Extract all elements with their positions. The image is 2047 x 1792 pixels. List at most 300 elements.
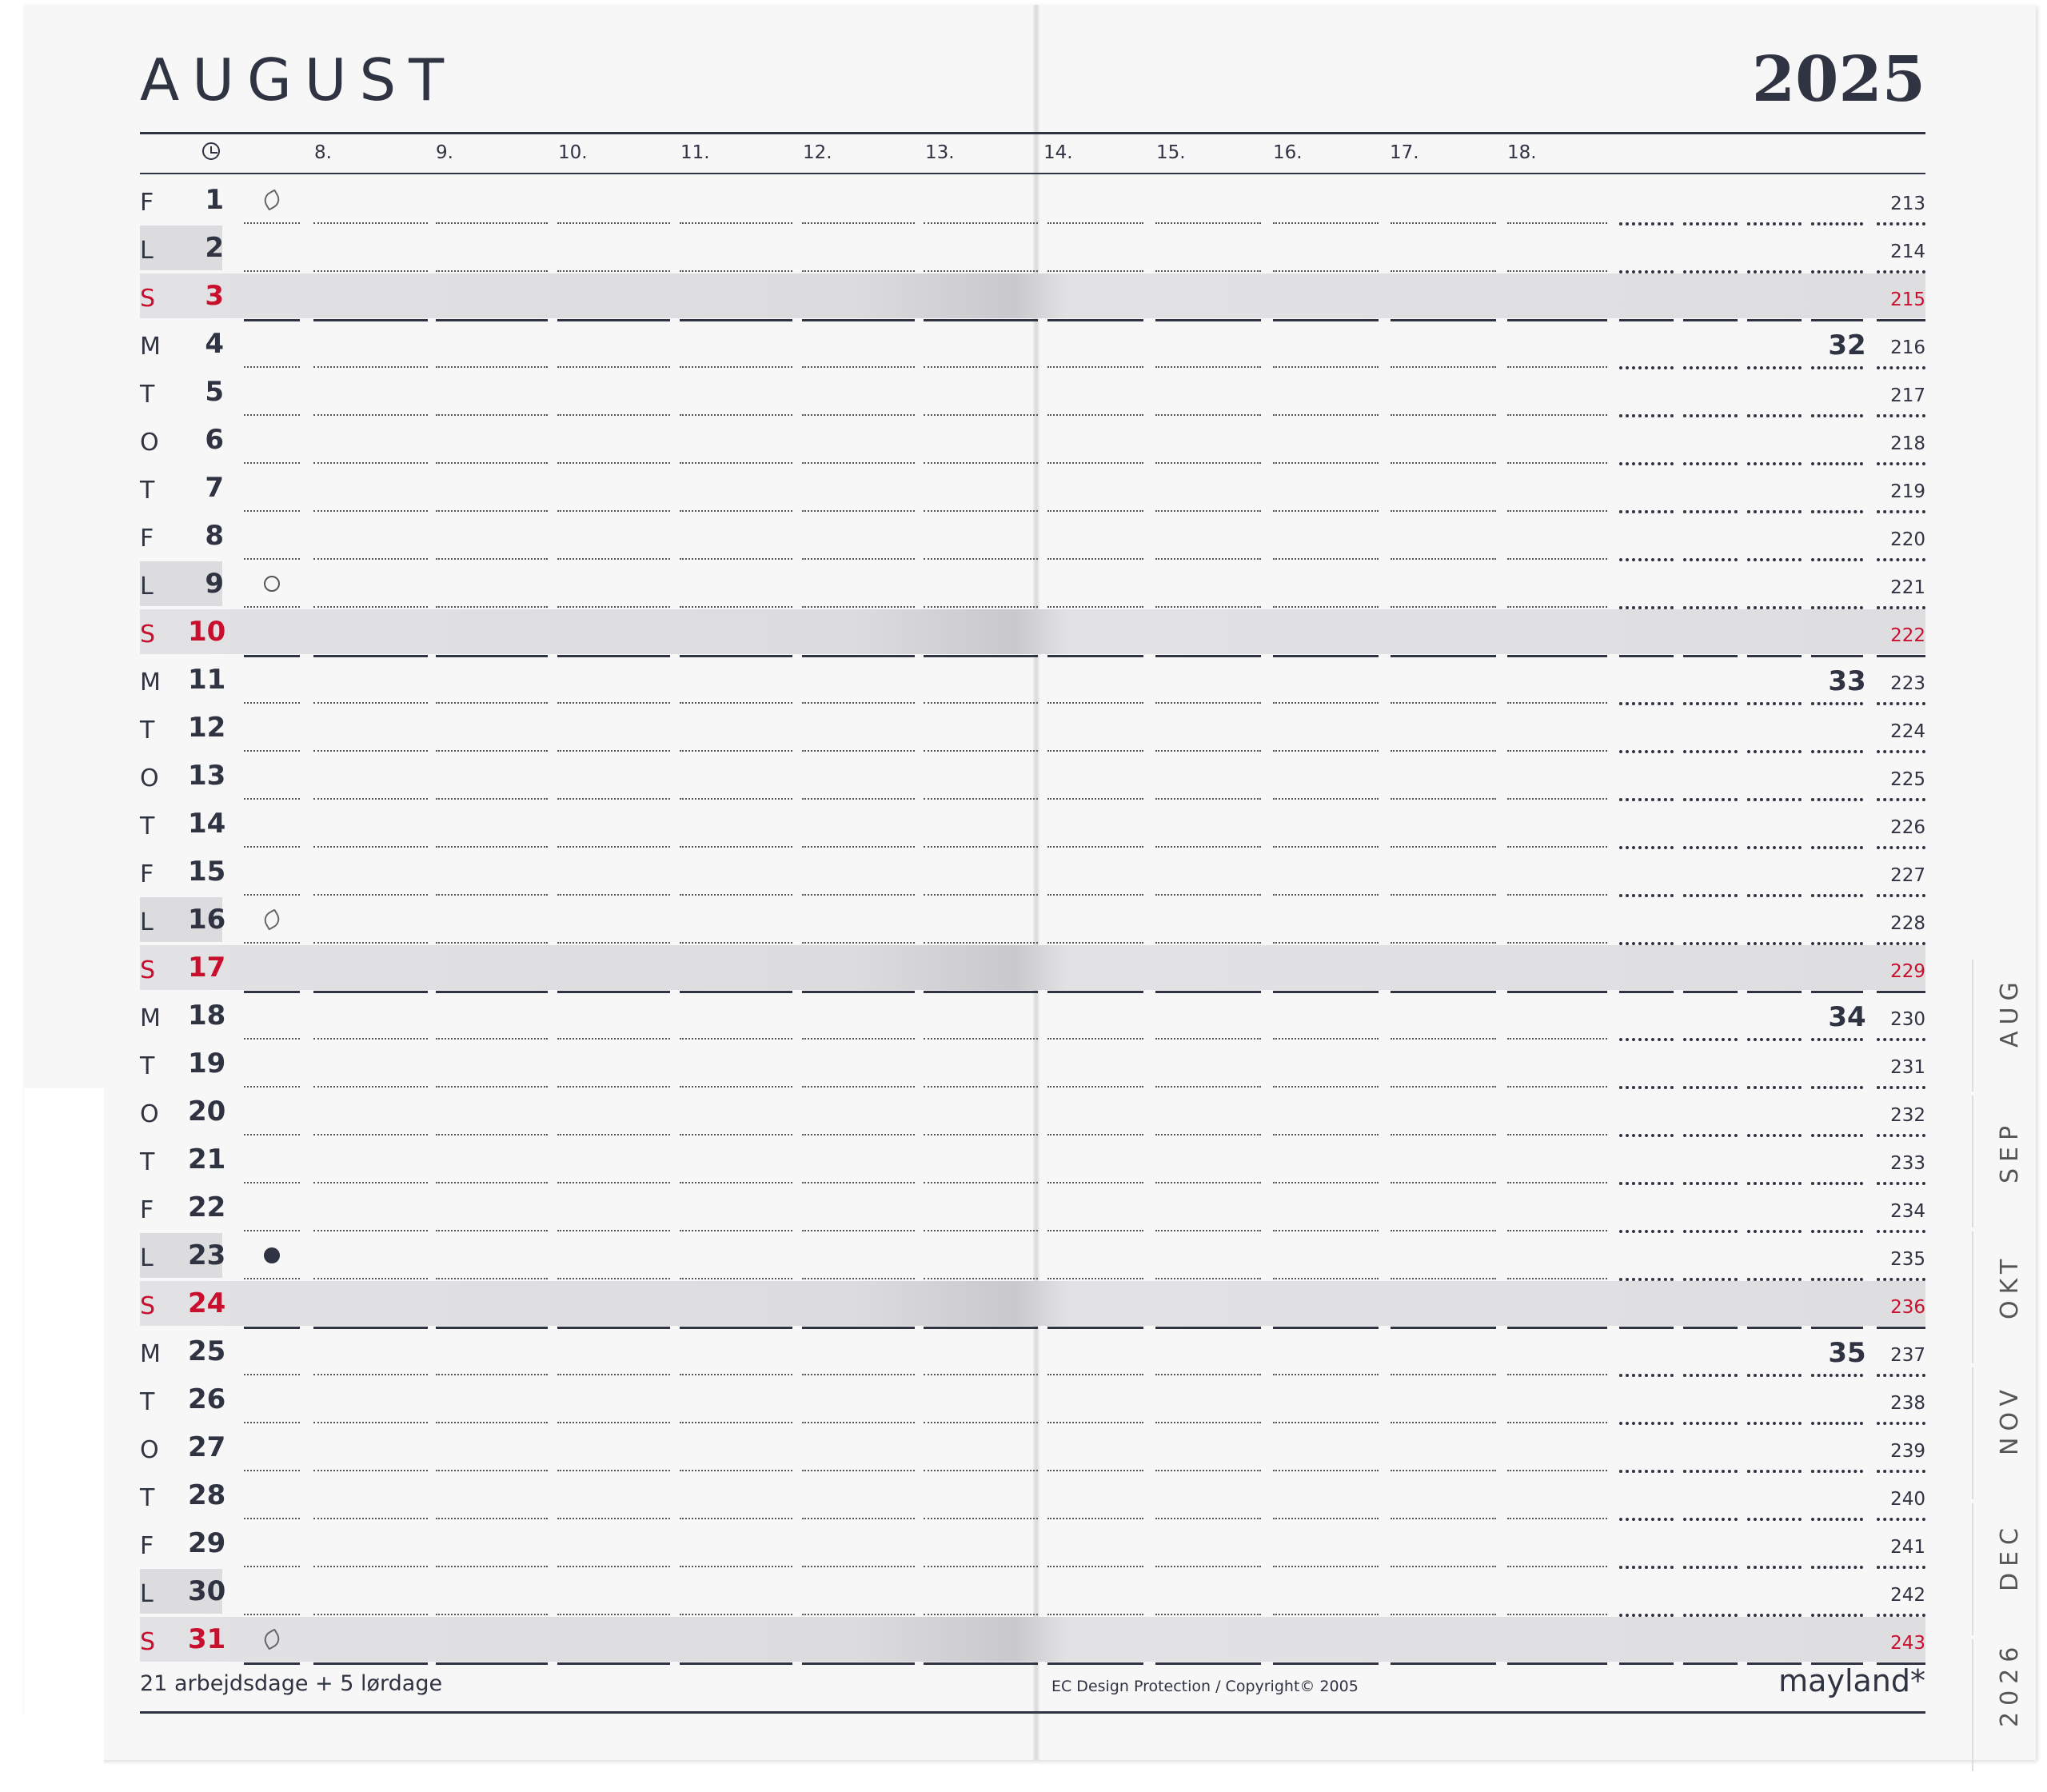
writing-line [436, 1566, 548, 1567]
writing-line [1391, 558, 1496, 560]
writing-line [924, 606, 1038, 608]
writing-line [1507, 1566, 1607, 1567]
writing-line [436, 510, 548, 512]
day-of-year: 226 [1890, 817, 1925, 838]
weekday-letter: T [140, 1148, 155, 1176]
day-row[interactable] [140, 1329, 1925, 1377]
writing-line [557, 846, 670, 848]
writing-line [1155, 1374, 1261, 1375]
weekday-letter: T [140, 716, 155, 744]
writing-line [680, 750, 792, 752]
writing-line [1391, 894, 1496, 896]
writing-line [680, 1422, 792, 1423]
writing-line [557, 702, 670, 704]
writing-line [1273, 1422, 1379, 1423]
day-number: 3 [205, 280, 224, 312]
writing-line [244, 1182, 300, 1183]
writing-line [557, 1470, 670, 1471]
writing-line [1047, 366, 1143, 368]
day-number: 4 [205, 328, 224, 360]
hour-header [0, 142, 2047, 166]
day-row[interactable] [140, 465, 1925, 513]
day-number: 14 [188, 808, 226, 840]
month-tab[interactable] [1972, 1367, 2047, 1499]
writing-line [802, 1518, 915, 1519]
writing-line [1047, 846, 1143, 848]
writing-line [1155, 1662, 1261, 1665]
writing-line [436, 1134, 548, 1135]
writing-line [244, 1086, 300, 1088]
writing-line [1047, 606, 1143, 608]
weekday-letter: T [140, 477, 155, 505]
writing-line [1273, 1038, 1379, 1040]
writing-line [1273, 750, 1379, 752]
writing-line [436, 750, 548, 752]
writing-line [244, 1662, 300, 1665]
writing-line [244, 750, 300, 752]
writing-line [244, 1614, 300, 1615]
writing-line [1273, 1518, 1379, 1519]
writing-line [313, 942, 428, 944]
writing-line [1273, 462, 1379, 464]
writing-line [1391, 750, 1496, 752]
writing-line [1155, 1230, 1261, 1231]
writing-line [244, 558, 300, 560]
writing-line [436, 1086, 548, 1088]
writing-line [802, 1086, 915, 1088]
writing-line [1391, 1566, 1496, 1567]
writing-line [924, 1278, 1038, 1279]
writing-line [244, 1566, 300, 1567]
day-of-year: 242 [1890, 1585, 1925, 1606]
day-row[interactable] [140, 321, 1925, 369]
writing-line [1047, 1086, 1143, 1088]
writing-line [1155, 942, 1261, 944]
writing-line [1273, 1086, 1379, 1088]
writing-line [924, 798, 1038, 800]
day-of-year: 239 [1890, 1441, 1925, 1462]
writing-line [1391, 846, 1496, 848]
writing-line [436, 1614, 548, 1615]
day-row[interactable] [140, 801, 1925, 849]
writing-line [680, 1182, 792, 1183]
writing-line [313, 846, 428, 848]
writing-line [680, 1518, 792, 1519]
writing-line [1391, 1518, 1496, 1519]
writing-line [680, 1038, 792, 1040]
day-row[interactable] [140, 178, 1925, 225]
hour-label: 11. [680, 142, 710, 163]
day-of-year: 235 [1890, 1249, 1925, 1270]
writing-line [557, 894, 670, 896]
day-of-year: 236 [1890, 1297, 1925, 1318]
day-of-year: 215 [1890, 289, 1925, 310]
writing-line [436, 1662, 548, 1665]
writing-line [1683, 1662, 1738, 1665]
day-row[interactable] [140, 945, 1925, 993]
writing-line [1155, 270, 1261, 272]
day-row[interactable] [140, 1473, 1925, 1521]
day-of-year: 220 [1890, 529, 1925, 550]
writing-line [1273, 702, 1379, 704]
writing-line [1273, 510, 1379, 512]
weekday-letter: L [140, 1580, 154, 1608]
writing-line [1155, 750, 1261, 752]
sunday-band [140, 945, 1925, 990]
writing-line [313, 1422, 428, 1423]
writing-line [557, 606, 670, 608]
month-tab[interactable] [1972, 1231, 2047, 1363]
writing-line [680, 1086, 792, 1088]
writing-line [1047, 1038, 1143, 1040]
writing-line [244, 846, 300, 848]
day-of-year: 223 [1890, 673, 1925, 694]
day-row[interactable] [140, 1185, 1925, 1233]
writing-line [1507, 1470, 1607, 1471]
day-row[interactable] [140, 753, 1925, 801]
writing-line [680, 270, 792, 272]
hour-label: 8. [314, 142, 332, 163]
day-of-year: 224 [1890, 721, 1925, 742]
writing-line [802, 846, 915, 848]
writing-line [436, 1182, 548, 1183]
writing-line [680, 462, 792, 464]
writing-line [924, 1230, 1038, 1231]
writing-line [924, 1614, 1038, 1615]
writing-line [1273, 1566, 1379, 1567]
day-of-year: 213 [1890, 194, 1925, 214]
hour-label: 12. [803, 142, 832, 163]
weekday-letter: S [140, 1628, 156, 1656]
month-tab[interactable] [1972, 960, 2047, 1092]
writing-line [924, 750, 1038, 752]
writing-line [244, 702, 300, 704]
writing-line [436, 1038, 548, 1040]
writing-line [680, 1470, 792, 1471]
writing-line [244, 270, 300, 272]
writing-line [924, 222, 1038, 224]
writing-line [1155, 558, 1261, 560]
day-number: 18 [188, 1000, 226, 1032]
day-of-year: 243 [1890, 1633, 1925, 1654]
writing-line [924, 510, 1038, 512]
writing-line [1273, 558, 1379, 560]
writing-line [313, 1182, 428, 1183]
day-row[interactable] [140, 1041, 1925, 1089]
month-tab-label: OKT [1996, 1252, 2024, 1319]
writing-line [557, 366, 670, 368]
writing-line [802, 942, 915, 944]
writing-line [313, 894, 428, 896]
writing-line [802, 510, 915, 512]
day-number: 19 [188, 1048, 226, 1080]
writing-line [436, 702, 548, 704]
writing-line [802, 558, 915, 560]
writing-line [802, 1278, 915, 1279]
writing-line [557, 798, 670, 800]
writing-line [1391, 414, 1496, 416]
writing-line [1507, 366, 1607, 368]
writing-line [557, 1278, 670, 1279]
writing-line [1391, 510, 1496, 512]
writing-line [1391, 1086, 1496, 1088]
day-row[interactable] [140, 609, 1925, 657]
full-moon-icon [264, 1247, 280, 1263]
day-of-year: 240 [1890, 1489, 1925, 1510]
weekday-letter: L [140, 908, 154, 936]
writing-line [680, 1566, 792, 1567]
writing-line [680, 846, 792, 848]
writing-line [1391, 1422, 1496, 1423]
day-row[interactable] [140, 1617, 1925, 1665]
writing-line [1047, 1662, 1143, 1665]
writing-line [802, 270, 915, 272]
writing-line [1155, 702, 1261, 704]
writing-line [1047, 222, 1143, 224]
writing-line [1391, 1662, 1496, 1665]
writing-line [1047, 1470, 1143, 1471]
writing-line [1507, 1614, 1607, 1615]
writing-line [1047, 942, 1143, 944]
writing-line [436, 1278, 548, 1279]
workdays-note: 21 arbejdsdage + 5 lørdage [140, 1671, 443, 1696]
weekday-letter: L [140, 1244, 154, 1272]
writing-line [680, 558, 792, 560]
writing-line [436, 1374, 548, 1375]
writing-line [1155, 510, 1261, 512]
day-of-year: 216 [1890, 337, 1925, 358]
writing-line [1047, 750, 1143, 752]
writing-line [1391, 942, 1496, 944]
day-of-year: 217 [1890, 385, 1925, 406]
day-row[interactable] [140, 273, 1925, 321]
day-of-year: 237 [1890, 1345, 1925, 1366]
writing-line [244, 1422, 300, 1423]
writing-line [557, 1038, 670, 1040]
month-tab-label: SEP [1996, 1119, 2024, 1183]
day-of-year: 221 [1890, 577, 1925, 598]
sunday-band [140, 1281, 1925, 1326]
day-row[interactable] [140, 1521, 1925, 1569]
writing-line [313, 510, 428, 512]
writing-line [1155, 1614, 1261, 1615]
day-of-year: 214 [1890, 241, 1925, 262]
writing-line [1047, 1182, 1143, 1183]
day-of-year: 231 [1890, 1057, 1925, 1078]
writing-line [802, 1374, 915, 1375]
writing-line [1273, 1134, 1379, 1135]
day-number: 5 [205, 376, 224, 408]
writing-line [436, 798, 548, 800]
day-number: 11 [188, 664, 226, 696]
writing-line [802, 1038, 915, 1040]
month-tab[interactable] [1972, 1503, 2047, 1635]
day-row[interactable] [140, 897, 1925, 945]
writing-line [1391, 462, 1496, 464]
writing-line [1047, 558, 1143, 560]
writing-line [557, 510, 670, 512]
writing-line [802, 1230, 915, 1231]
writing-line [1391, 1182, 1496, 1183]
writing-line [924, 1182, 1038, 1183]
writing-line [680, 702, 792, 704]
hour-label: 10. [558, 142, 588, 163]
writing-line [244, 1278, 300, 1279]
day-number: 25 [188, 1335, 226, 1367]
day-of-year: 228 [1890, 913, 1925, 934]
day-number: 29 [188, 1527, 226, 1559]
day-of-year: 222 [1890, 625, 1925, 646]
writing-line [1391, 1470, 1496, 1471]
writing-line [1155, 846, 1261, 848]
writing-line [924, 1134, 1038, 1135]
day-row[interactable] [140, 561, 1925, 609]
writing-line [313, 1470, 428, 1471]
day-number: 26 [188, 1383, 226, 1415]
month-tab-label: DEC [1996, 1521, 2024, 1591]
day-row[interactable] [140, 369, 1925, 417]
writing-line [557, 1134, 670, 1135]
writing-line [313, 1038, 428, 1040]
writing-line [1507, 846, 1607, 848]
day-row[interactable] [140, 1233, 1925, 1281]
writing-line [436, 846, 548, 848]
writing-line [244, 942, 300, 944]
writing-line [313, 606, 428, 608]
writing-line [436, 606, 548, 608]
week-number: 32 [1828, 329, 1866, 361]
writing-line [1391, 606, 1496, 608]
writing-line [1619, 1662, 1674, 1665]
writing-line [1155, 1182, 1261, 1183]
writing-line [1507, 510, 1607, 512]
day-number: 12 [188, 712, 226, 744]
writing-line [680, 798, 792, 800]
writing-line [1047, 1566, 1143, 1567]
day-of-year: 227 [1890, 865, 1925, 886]
weekday-letter: S [140, 285, 156, 313]
writing-line [1273, 222, 1379, 224]
writing-line [1507, 270, 1607, 272]
day-row[interactable] [140, 705, 1925, 753]
writing-line [1047, 1518, 1143, 1519]
writing-line [924, 1566, 1038, 1567]
writing-line [1507, 414, 1607, 416]
day-row[interactable] [140, 225, 1925, 273]
writing-line [436, 894, 548, 896]
writing-line [244, 510, 300, 512]
writing-line [1507, 798, 1607, 800]
writing-line [313, 414, 428, 416]
writing-line [924, 942, 1038, 944]
writing-line [1507, 222, 1607, 224]
weekday-letter: F [140, 525, 154, 553]
day-of-year: 234 [1890, 1201, 1925, 1222]
day-number: 16 [188, 904, 226, 936]
writing-line [924, 1374, 1038, 1375]
writing-line [557, 1230, 670, 1231]
day-row[interactable] [140, 513, 1925, 561]
writing-line [313, 1230, 428, 1231]
writing-line [802, 366, 915, 368]
day-number: 20 [188, 1096, 226, 1127]
writing-line [244, 1230, 300, 1231]
day-row[interactable] [140, 993, 1925, 1041]
hour-label: 15. [1156, 142, 1186, 163]
day-row[interactable] [140, 1377, 1925, 1425]
writing-line [680, 366, 792, 368]
day-row[interactable] [140, 417, 1925, 465]
day-number: 21 [188, 1143, 226, 1175]
writing-line [1507, 558, 1607, 560]
day-of-year: 225 [1890, 769, 1925, 790]
writing-line [1391, 222, 1496, 224]
writing-line [802, 1566, 915, 1567]
writing-line [557, 942, 670, 944]
writing-line [557, 1662, 670, 1665]
weekday-letter: M [140, 333, 161, 361]
writing-line [1507, 1086, 1607, 1088]
year-title: 2025 [1751, 43, 1925, 116]
writing-line [802, 606, 915, 608]
weekday-letter: M [140, 669, 161, 696]
weekday-letter: S [140, 1292, 156, 1320]
writing-line [1273, 1470, 1379, 1471]
writing-line [1273, 1614, 1379, 1615]
writing-line [1047, 414, 1143, 416]
writing-line [313, 750, 428, 752]
day-number: 13 [188, 760, 226, 792]
hour-label: 9. [436, 142, 453, 163]
day-row[interactable] [140, 657, 1925, 705]
writing-line [802, 750, 915, 752]
writing-line [1047, 462, 1143, 464]
writing-line [1507, 1374, 1607, 1375]
day-row[interactable] [140, 1137, 1925, 1185]
writing-line [1047, 702, 1143, 704]
sunday-band [140, 273, 1925, 318]
month-tab[interactable] [1972, 1096, 2047, 1227]
day-number: 7 [205, 472, 224, 504]
writing-line [313, 462, 428, 464]
weekday-letter: T [140, 1052, 155, 1080]
writing-line [557, 1182, 670, 1183]
writing-line [436, 366, 548, 368]
day-row[interactable] [140, 1281, 1925, 1329]
writing-line [313, 1518, 428, 1519]
day-number: 22 [188, 1191, 226, 1223]
day-row[interactable] [140, 1569, 1925, 1617]
writing-line [1155, 1038, 1261, 1040]
writing-line [244, 366, 300, 368]
writing-line [924, 462, 1038, 464]
day-number: 23 [188, 1239, 226, 1271]
writing-line [924, 1038, 1038, 1040]
month-tab[interactable] [1972, 1639, 2047, 1771]
writing-line [1507, 1182, 1607, 1183]
writing-line [924, 702, 1038, 704]
day-row[interactable] [140, 849, 1925, 897]
writing-line [313, 558, 428, 560]
writing-line [1155, 366, 1261, 368]
writing-line [313, 798, 428, 800]
writing-line [802, 1614, 915, 1615]
day-row[interactable] [140, 1425, 1925, 1473]
month-title: AUGUST [140, 46, 457, 114]
day-row[interactable] [140, 1089, 1925, 1137]
writing-line [680, 1662, 792, 1665]
writing-line [1047, 1422, 1143, 1423]
